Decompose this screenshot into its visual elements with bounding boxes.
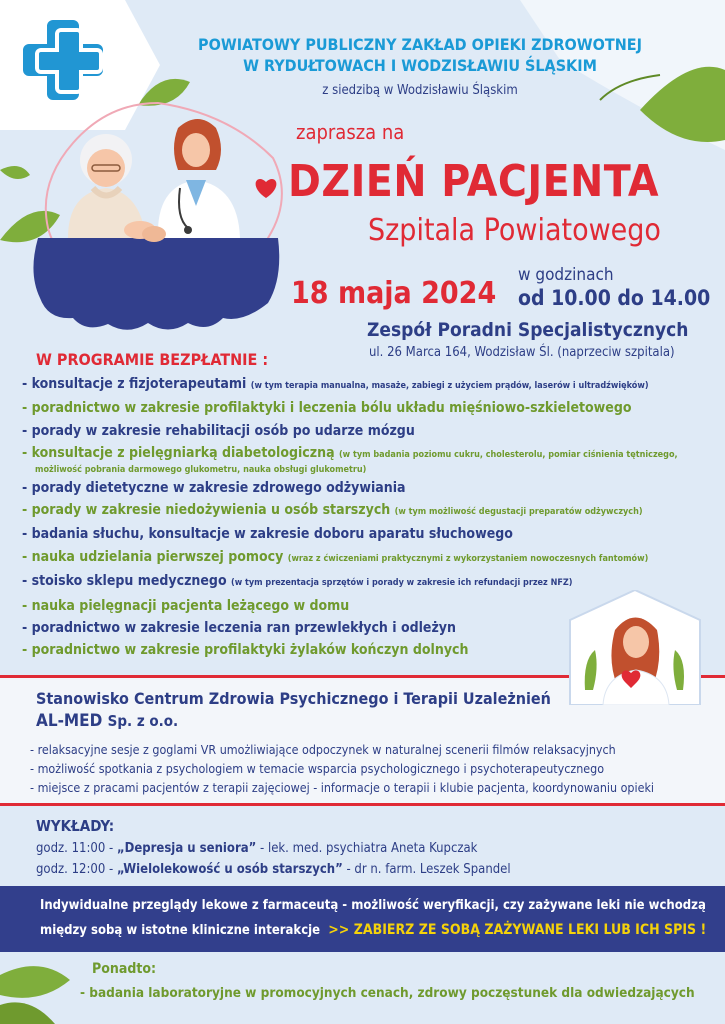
company-name: AL-MED Sp. z o.o.	[36, 711, 179, 731]
venue-address: ul. 26 Marca 164, Wodzisław Śl. (naprzeciw szpitala)	[369, 345, 675, 360]
list-item: - możliwość spotkania z psychologiem w temacie wsparcia psychologicznego i psychoterapeutycznego	[30, 761, 605, 776]
hours-label: w godzinach	[518, 265, 614, 285]
program-heading: W PROGRAMIE BEZPŁATNIE :	[36, 350, 269, 369]
lecture-item: godz. 12:00 - „Wielolekowość u osób starszych” - dr n. farm. Leszek Spandel	[36, 862, 511, 877]
program-item: - porady dietetyczne w zakresie zdrowego odżywiania	[22, 479, 406, 496]
leaf-bottom-left	[0, 955, 80, 1024]
mental-health-title: Stanowisko Centrum Zdrowia Psychicznego i Terapii Uzależnień	[36, 689, 551, 708]
program-item: - badania słuchu, konsultacje w zakresie doboru aparatu słuchowego	[22, 526, 513, 543]
program-item: - poradnictwo w zakresie profilaktyki i leczenia bólu układu mięśniowo-szkieletowego	[22, 400, 632, 417]
event-subtitle: Szpitala Powiatowego	[368, 213, 661, 248]
lecture-item: godz. 11:00 - „Depresja u seniora” - lek. med. psychiatra Aneta Kupczak	[36, 841, 478, 856]
heart-icon	[254, 177, 278, 199]
program-item: - nauka pielęgnacji pacjenta leżącego w domu	[22, 597, 350, 614]
pharmacist-band	[0, 886, 725, 952]
program-item: - stoisko sklepu medycznego (w tym prezentacja sprzętów i porady w zakresie ich refundacji przez NFZ)	[22, 573, 573, 590]
lectures-heading: WYKŁADY:	[36, 817, 115, 835]
program-item: - konsultacje z pielęgniarką diabetologiczną (w tym badania poziomu cukru, cholesterolu, pomiar ciśnienia tętniczego, możliwość pobrania darmowego glukometru, nauka obsługi glukometru)	[22, 445, 678, 475]
nurse-patient-illustration	[28, 88, 288, 338]
org-name-line2: W RYDUŁTOWACH I WODZISŁAWIU ŚLĄSKIM	[243, 56, 597, 75]
program-item: - poradnictwo w zakresie profilaktyki żylaków kończyn dolnych	[22, 642, 469, 659]
program-item: - konsultacje z fizjoterapeutami (w tym terapia manualna, masaże, zabiegi z użyciem prądów, laserów i ultradźwięków)	[22, 376, 649, 392]
program-item: - porady w zakresie rehabilitacji osób po udarze mózgu	[22, 422, 415, 439]
event-hours: od 10.00 do 14.00	[518, 286, 711, 310]
list-item: - miejsce z pracami pacjentów z terapii zajęciowej - informacje o terapii i klubie pacjenta, koordynowaniu opieki	[30, 780, 655, 795]
divider-bottom	[0, 803, 725, 806]
woman-heart-illustration	[565, 590, 705, 705]
org-seat: z siedzibą w Wodzisławiu Śląskim	[322, 83, 518, 98]
org-name-line1: POWIATOWY PUBLICZNY ZAKŁAD OPIEKI ZDROWOTNEJ	[198, 35, 642, 54]
extra-heading: Ponadto:	[92, 961, 157, 977]
event-date: 18 maja 2024	[291, 276, 497, 311]
program-item: - poradnictwo w zakresie leczenia ran przewlekłych i odleżyn	[22, 620, 456, 637]
program-item: - nauka udzielania pierwszej pomocy (wraz z ćwiczeniami praktycznymi z wykorzystaniem nowoczesnych fantomów)	[22, 548, 649, 565]
pharmacist-text-line1: Indywidualne przeglądy lekowe z farmaceutą - możliwość weryfikacji, czy zażywane leki nie wchodzą	[40, 898, 706, 913]
event-title: DZIEŃ PACJENTA	[288, 156, 660, 207]
invite-text: zaprasza na	[296, 120, 405, 144]
list-item: - relaksacyjne sesje z goglami VR umożliwiające odpoczynek w naturalnej scenerii filmów relaksacyjnych	[30, 742, 616, 757]
program-item: - porady w zakresie niedożywienia u osób starszych (w tym możliwość degustacji preparatów odżywczych)	[22, 502, 643, 519]
mental-health-list	[30, 740, 654, 797]
pharmacist-text-line2: między sobą w istotne kliniczne interakcje >> ZABIERZ ZE SOBĄ ZAŻYWANE LEKI LUB ICH SPIS !	[40, 922, 707, 938]
bring-medicines-callout: >> ZABIERZ ZE SOBĄ ZAŻYWANE LEKI LUB ICH SPIS !	[328, 922, 707, 938]
venue-name: Zespół Poradni Specjalistycznych	[367, 319, 689, 341]
extra-text: - badania laboratoryjne w promocyjnych cenach, zdrowy poczęstunek dla odwiedzających	[80, 985, 695, 1001]
